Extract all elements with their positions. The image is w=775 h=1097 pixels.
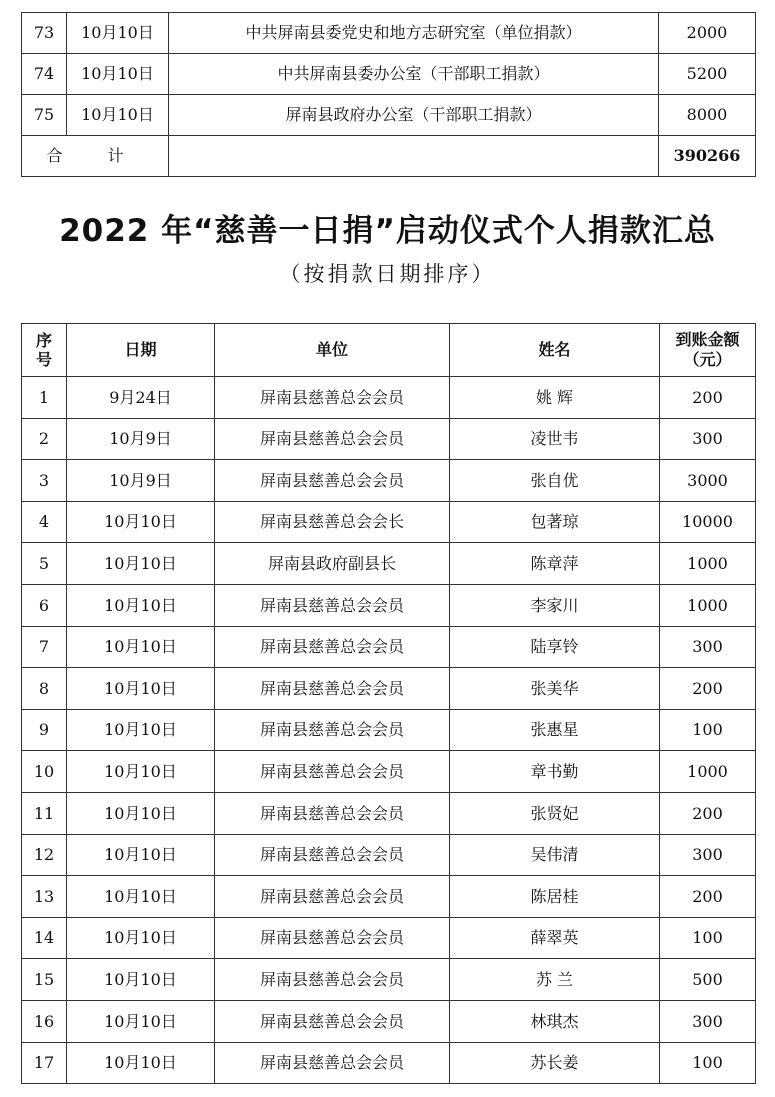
header-amount-unit: （元） <box>683 350 732 369</box>
row-date: 10月10日 <box>67 13 169 54</box>
row-unit: 中共屏南县委党史和地方志研究室（单位捐款） <box>169 13 659 54</box>
table-row <box>22 1042 756 1084</box>
row-name: 凌世韦 <box>450 418 660 460</box>
table-row <box>22 377 756 419</box>
row-unit: 屏南县慈善总会会员 <box>215 418 450 460</box>
table-row <box>22 418 756 460</box>
table-row <box>22 626 756 668</box>
row-amount: 10000 <box>660 501 756 543</box>
row-number: 75 <box>22 95 67 136</box>
row-amount: 100 <box>660 1042 756 1084</box>
row-name: 张惠星 <box>450 709 660 751</box>
page-title: 2022 年“慈善一日捐”启动仪式个人捐款汇总 <box>59 213 716 249</box>
row-amount: 200 <box>660 876 756 918</box>
row-date: 10月10日 <box>67 834 215 876</box>
row-name: 林琪杰 <box>450 1000 660 1042</box>
header-date: 日期 <box>67 324 215 377</box>
row-name: 包著琼 <box>450 501 660 543</box>
row-name: 吴伟清 <box>450 834 660 876</box>
table-row <box>22 501 756 543</box>
row-amount: 200 <box>660 792 756 834</box>
table-row <box>22 54 756 95</box>
row-number: 73 <box>22 13 67 54</box>
header-unit: 单位 <box>215 324 450 377</box>
row-date: 10月10日 <box>67 668 215 710</box>
row-date: 10月10日 <box>67 876 215 918</box>
row-unit: 中共屏南县委办公室（干部职工捐款） <box>169 54 659 95</box>
row-amount: 200 <box>660 668 756 710</box>
row-date: 10月10日 <box>67 54 169 95</box>
row-name: 张自优 <box>450 460 660 502</box>
personal-donation-table <box>21 323 756 1084</box>
row-amount: 300 <box>660 834 756 876</box>
row-amount: 1000 <box>660 751 756 793</box>
total-row <box>22 136 756 177</box>
header-name: 姓名 <box>450 324 660 377</box>
row-date: 10月10日 <box>67 95 169 136</box>
table-row <box>22 792 756 834</box>
header-number: 序号 <box>22 324 67 377</box>
row-number: 14 <box>22 917 67 959</box>
table-header-row <box>22 324 756 377</box>
table-row <box>22 834 756 876</box>
total-value: 390266 <box>659 136 756 177</box>
unit-donation-table <box>21 12 756 177</box>
row-amount: 2000 <box>659 13 756 54</box>
row-amount: 100 <box>660 709 756 751</box>
row-name: 陈居桂 <box>450 876 660 918</box>
row-name: 陆享铃 <box>450 626 660 668</box>
row-name: 姚 辉 <box>450 377 660 419</box>
row-number: 13 <box>22 876 67 918</box>
row-date: 10月10日 <box>67 1042 215 1084</box>
page-subtitle: （按捐款日期排序） <box>279 262 496 286</box>
row-date: 10月10日 <box>67 584 215 626</box>
row-unit: 屏南县慈善总会会长 <box>215 501 450 543</box>
row-date: 10月10日 <box>67 751 215 793</box>
row-number: 6 <box>22 584 67 626</box>
row-unit: 屏南县慈善总会会员 <box>215 1042 450 1084</box>
table-row <box>22 13 756 54</box>
total-label: 合 计 <box>22 136 169 177</box>
row-unit: 屏南县慈善总会会员 <box>215 959 450 1001</box>
row-unit: 屏南县政府副县长 <box>215 543 450 585</box>
table-row <box>22 876 756 918</box>
row-name: 薛翠英 <box>450 917 660 959</box>
row-date: 10月10日 <box>67 792 215 834</box>
row-unit: 屏南县慈善总会会员 <box>215 709 450 751</box>
row-amount: 1000 <box>660 584 756 626</box>
row-unit: 屏南县慈善总会会员 <box>215 668 450 710</box>
row-unit: 屏南县慈善总会会员 <box>215 377 450 419</box>
table-row <box>22 917 756 959</box>
table-row <box>22 543 756 585</box>
row-amount: 8000 <box>659 95 756 136</box>
row-unit: 屏南县慈善总会会员 <box>215 792 450 834</box>
header-amount <box>660 324 756 377</box>
row-amount: 3000 <box>660 460 756 502</box>
row-number: 4 <box>22 501 67 543</box>
row-amount: 1000 <box>660 543 756 585</box>
row-number: 5 <box>22 543 67 585</box>
row-date: 10月9日 <box>67 460 215 502</box>
row-number: 9 <box>22 709 67 751</box>
row-date: 10月10日 <box>67 709 215 751</box>
row-number: 8 <box>22 668 67 710</box>
row-amount: 300 <box>660 1000 756 1042</box>
row-unit: 屏南县慈善总会会员 <box>215 834 450 876</box>
header-amount-label: 到账金额 <box>675 330 740 349</box>
row-unit: 屏南县慈善总会会员 <box>215 584 450 626</box>
row-unit: 屏南县慈善总会会员 <box>215 1000 450 1042</box>
row-name: 李家川 <box>450 584 660 626</box>
table-row <box>22 1000 756 1042</box>
row-date: 9月24日 <box>67 377 215 419</box>
row-name: 苏 兰 <box>450 959 660 1001</box>
row-amount: 5200 <box>659 54 756 95</box>
row-name: 苏长姜 <box>450 1042 660 1084</box>
table-row <box>22 959 756 1001</box>
row-number: 1 <box>22 377 67 419</box>
row-unit: 屏南县慈善总会会员 <box>215 626 450 668</box>
row-number: 2 <box>22 418 67 460</box>
row-unit: 屏南县慈善总会会员 <box>215 917 450 959</box>
row-number: 12 <box>22 834 67 876</box>
row-number: 17 <box>22 1042 67 1084</box>
row-date: 10月10日 <box>67 543 215 585</box>
table-row <box>22 709 756 751</box>
total-empty-cell <box>169 136 659 177</box>
row-date: 10月10日 <box>67 959 215 1001</box>
row-unit: 屏南县慈善总会会员 <box>215 751 450 793</box>
row-amount: 300 <box>660 418 756 460</box>
table-row <box>22 460 756 502</box>
row-number: 7 <box>22 626 67 668</box>
table-row <box>22 751 756 793</box>
table-row <box>22 668 756 710</box>
row-number: 15 <box>22 959 67 1001</box>
row-name: 章书勤 <box>450 751 660 793</box>
row-number: 3 <box>22 460 67 502</box>
row-date: 10月10日 <box>67 626 215 668</box>
row-amount: 100 <box>660 917 756 959</box>
row-name: 张美华 <box>450 668 660 710</box>
row-unit: 屏南县慈善总会会员 <box>215 460 450 502</box>
row-number: 11 <box>22 792 67 834</box>
row-date: 10月10日 <box>67 1000 215 1042</box>
row-date: 10月10日 <box>67 501 215 543</box>
row-number: 16 <box>22 1000 67 1042</box>
row-number: 10 <box>22 751 67 793</box>
row-date: 10月10日 <box>67 917 215 959</box>
row-amount: 200 <box>660 377 756 419</box>
row-unit: 屏南县慈善总会会员 <box>215 876 450 918</box>
row-unit: 屏南县政府办公室（干部职工捐款） <box>169 95 659 136</box>
row-date: 10月9日 <box>67 418 215 460</box>
row-name: 陈章萍 <box>450 543 660 585</box>
row-name: 张贤妃 <box>450 792 660 834</box>
table-row <box>22 95 756 136</box>
table-row <box>22 584 756 626</box>
row-amount: 300 <box>660 626 756 668</box>
row-number: 74 <box>22 54 67 95</box>
donor-table-body <box>22 377 756 1084</box>
row-amount: 500 <box>660 959 756 1001</box>
